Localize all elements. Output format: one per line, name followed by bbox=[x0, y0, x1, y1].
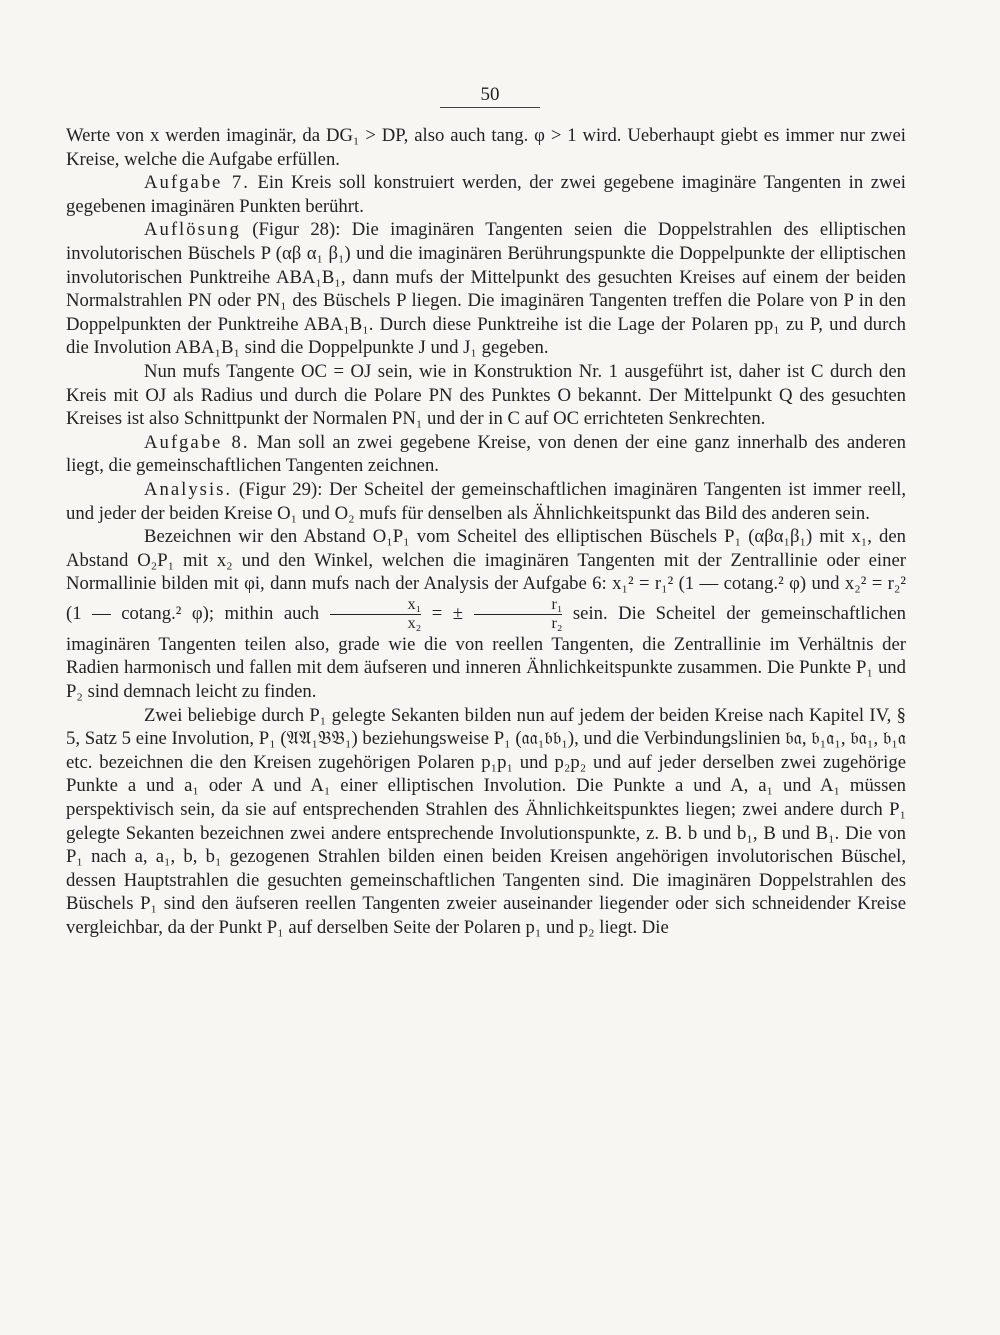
aufgabe-8-label: Aufgabe 8. bbox=[144, 431, 250, 453]
analysis-label: Analysis. bbox=[144, 478, 233, 500]
paragraph-aufloesung bbox=[66, 218, 906, 360]
fraction-r bbox=[474, 596, 563, 633]
paragraph-aufgabe-7 bbox=[66, 171, 906, 218]
page-number: 50 bbox=[480, 84, 500, 105]
fraction-r-numerator: r₁ bbox=[474, 596, 563, 615]
aufgabe-7-text: Ein Kreis soll konstruiert werden, der zwei gegebene imaginäre Tangenten in zwei gegebenen imaginären Punkten berührt. bbox=[66, 172, 906, 217]
aufloesung-text: (Figur 28): Die imaginären Tangenten seien die Doppelstrahlen des elliptischen involutorischen Büschels P (αβ α₁ β₁) und die imaginären Berührungspunkte die Doppelpunkte der elliptischen involutorischen Punktreihe ABA₁B₁, dann mufs der Mittelpunkt des gesuchten Kreises auf einem der beiden Normalstrahlen PN oder PN₁ des Büschels P liegen. Die imaginären Tangenten treffen die Polare von P in den Doppelpunkten der Punktreihe ABA₁B₁. Durch diese Punktreihe ist die Lage der Polaren pp₁ zu P, und durch die Involution ABA₁B₁ sind die Doppelpunkte J und J₁ gegeben. bbox=[66, 219, 906, 359]
paragraph-bezeichnen bbox=[66, 525, 906, 704]
paragraph-sekanten: Zwei beliebige durch P₁ gelegte Sekanten bilden nun auf jedem der beiden Kreise nach Kapitel IV, § 5, Satz 5 eine Involution, P₁ (𝔄𝔄₁𝔅𝔅₁) beziehungsweise P₁ (𝔞𝔞₁𝔟𝔟₁), und die Verbindungslinien 𝔟𝔞, 𝔟₁𝔞₁, 𝔟𝔞₁, 𝔟₁𝔞 etc. bezeichnen die den Kreisen zugehörigen Polaren p₁p₁ und p₂p₂ und auf jeder derselben zwei zugehörige Punkte a und a₁ oder A und A₁ einer elliptischen Involution. Die Punkte a und A, a₁ und A₁ müssen perspektivisch sein, da sie auf entsprechenden Strahlen des Ähnlichkeitspunktes liegen; zwei andere durch P₁ gelegte Sekanten bezeichnen zwei andere entsprechende Involutionspunkte, z. B. b und b₁, B und B₁. Die von P₁ nach a, a₁, b, b₁ gezogenen Strahlen bilden einen beiden Kreisen angehörigen involutorischen Büschel, dessen Hauptstrahlen die gesuchten gemeinschaftlichen Tangenten sind. Die imaginären Doppelstrahlen des Büschels P₁ sind den äufseren reellen Tangenten zweier auseinander liegender oder sich schneidender Kreise vergleichbar, da der Punkt P₁ auf derselben Seite der Polaren p₁ und p₂ liegt. Die bbox=[66, 704, 906, 938]
header-rule bbox=[440, 107, 540, 108]
fraction-r-denominator: r₂ bbox=[551, 614, 563, 632]
aufgabe-8-text: Man soll an zwei gegebene Kreise, von denen der eine ganz innerhalb des anderen liegt, die gemeinschaftlichen Tangenten zeichnen. bbox=[66, 431, 907, 477]
paragraph-analysis bbox=[66, 478, 906, 525]
fraction-x-numerator: x₁ bbox=[330, 596, 422, 615]
aufloesung-label: Auflösung bbox=[144, 219, 241, 241]
bezeichnen-text: Bezeichnen wir den Abstand O₁P₁ vom Scheitel des elliptischen Büschels P₁ (αβα₁β₁) mit x₁, den Abstand O₂P₁ mit x₂ und den Winkel, welchen die imaginären Tangenten mit der Zentrallinie oder einer Normallinie bilden mit φi, dann mufs nach der Analysis der Aufgabe 6: x₁² = r₁² (1 — cotang.² φ) und x₂² = r₂² (1 — cotang.² φ); mithin auch bbox=[66, 526, 906, 624]
fraction-x bbox=[330, 596, 422, 633]
fraction-x-denominator: x₂ bbox=[407, 614, 422, 632]
bezeichnen-text-end: sein. Die Scheitel der gemeinschaftlichen imaginären Tangenten teilen also, grade wie die von reellen Tangenten, die Zentrallinie im Verhältnis der Radien harmonisch und fallen mit dem äufseren und inneren Ähnlichkeitspunkte zusammen. Die Punkte P₁ und P₂ sind demnach leicht zu finden. bbox=[66, 602, 906, 703]
plus-minus: = ± bbox=[421, 602, 474, 624]
body-text bbox=[66, 124, 906, 940]
aufgabe-7-label: Aufgabe 7. bbox=[144, 172, 250, 194]
paragraph-aufgabe-8 bbox=[66, 431, 906, 478]
analysis-text: (Figur 29): Der Scheitel der gemeinschaftlichen imaginären Tangenten ist immer reell, und jeder der beiden Kreise O₁ und O₂ mufs für denselben als Ähnlichkeitspunkt das Bild des anderen sein. bbox=[66, 478, 906, 524]
paragraph-tangente: Nun mufs Tangente OC = OJ sein, wie in Konstruktion Nr. 1 ausgeführt ist, daher ist C durch den Kreis mit OJ als Radius und durch die Polare PN des Punktes O bekannt. Der Mittelpunkt Q des gesuchten Kreises ist also Schnittpunkt der Normalen PN₁ und der in C auf OC errichteten Senkrechten. bbox=[66, 360, 906, 430]
paragraph-continuation: Werte von x werden imaginär, da DG₁ > DP, also auch tang. φ > 1 wird. Ueberhaupt giebt es immer nur zwei Kreise, welche die Aufgabe erfüllen. bbox=[66, 125, 906, 170]
